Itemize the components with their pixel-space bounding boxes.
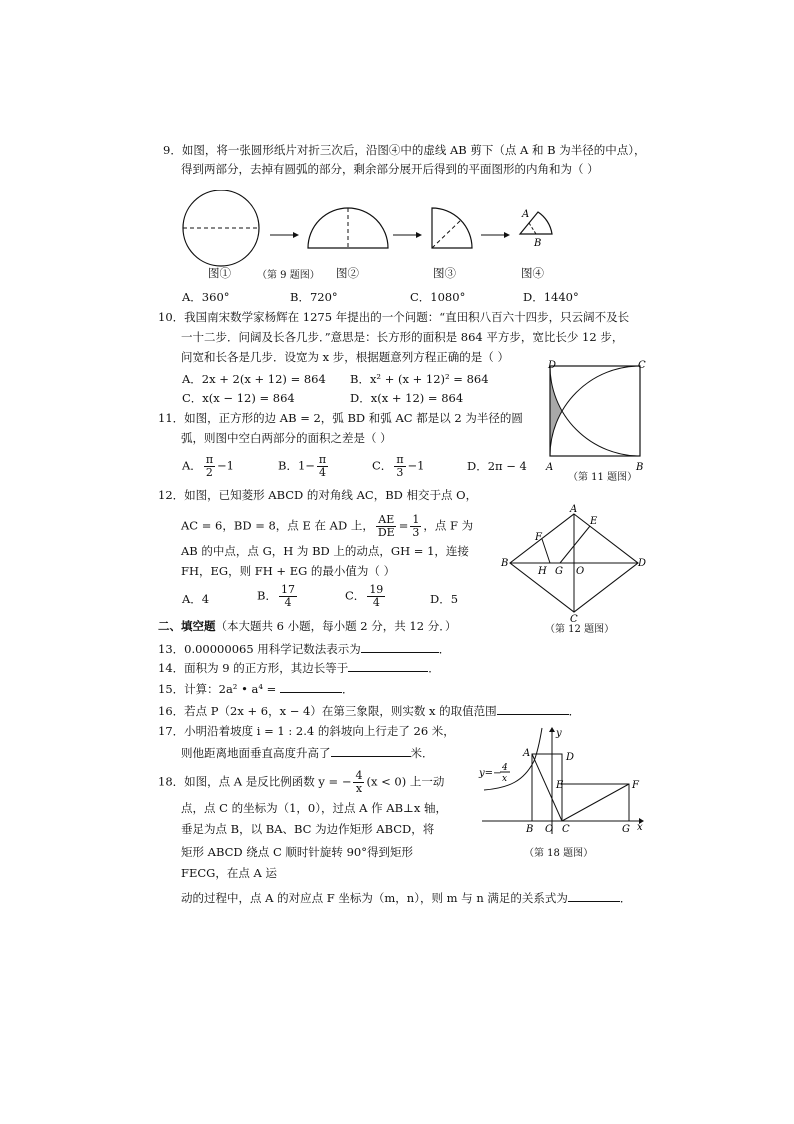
q10-option-a: A．2x + 2(x + 12) = 864	[182, 372, 326, 386]
q17-line1: 17．小明沿着坡度 i = 1 : 2.4 的斜坡向上行走了 26 米，	[158, 724, 455, 738]
q18-pt-b: B	[526, 824, 534, 835]
q18-line2: 点，点 C 的坐标为（1，0），过点 A 作 AB⊥x 轴，	[181, 801, 447, 815]
q11-option-d: D．2π − 4	[467, 459, 527, 473]
q9-option-d: D．1440°	[523, 290, 579, 304]
q18-axis-y: y	[556, 728, 562, 739]
q10-option-b: B．x² + (x + 12)² = 864	[350, 372, 489, 386]
q18-curve-label: y=−	[479, 768, 502, 779]
q11-option-b: B．1− $\frac{\pi}{4}$	[278, 453, 327, 479]
q9-pt-b: B	[534, 238, 542, 249]
q12-pt-b: B	[501, 558, 509, 569]
q12-figure	[498, 502, 648, 624]
q11-line1: 11．如图，正方形的边 AB = 2，弧 BD 和弧 AC 都是以 2 为半径的圆	[158, 411, 523, 425]
q12-pt-c: C	[570, 614, 578, 624]
q14: 14．面积为 9 的正方形，其边长等于 ．	[158, 661, 440, 675]
q12-option-b: B． $\frac{17}{4}$	[257, 583, 295, 609]
q10-line1: 10．我国南宋数学家杨辉在 1275 年提出的一个问题：“直田积八百六十四步，只云阔不及长	[158, 310, 630, 324]
q18-pt-a: A	[523, 748, 531, 759]
q11-option-c: C． $\frac{\pi}{3}$ −1	[372, 453, 425, 479]
q12-pt-o: O	[576, 566, 585, 577]
q12-line3: AB 的中点，点 G，H 为 BD 上的动点，GH = 1，连接	[181, 544, 469, 558]
q17-line2: 则他距离地面垂直高度升高了 米．	[181, 746, 434, 760]
q12-pt-e: E	[590, 516, 598, 527]
q18-axis-x: x	[637, 822, 643, 833]
q9-caption: （第 9 题图）	[257, 270, 320, 281]
q9-label-3: 图③	[433, 266, 456, 280]
q12-pt-g: G	[555, 566, 563, 577]
q12-line1: 12．如图，已知菱形 ABCD 的对角线 AC，BD 相交于点 O，	[158, 488, 478, 502]
q18-line3: 垂足为点 B，以 BA、BC 为边作矩形 ABCD，将	[181, 822, 435, 836]
q9-semicircle	[308, 208, 388, 248]
q18-pt-c: C	[562, 824, 570, 835]
q9-figure	[178, 190, 578, 282]
q18-caption: （第 18 题图）	[524, 848, 594, 859]
q18-curve-den: x	[502, 774, 508, 784]
q12-line4: FH，EG，则 FH + EG 的最小值为（ ）	[181, 564, 396, 578]
q12-option-d: D．5	[430, 592, 459, 606]
q18-pt-g: G	[622, 824, 630, 835]
q11-pt-d: D	[548, 360, 557, 371]
q11-figure	[540, 356, 655, 486]
q13: 13．0.00000065 用科学记数法表示为 ．	[158, 642, 451, 656]
q11-option-a: A． $\frac{\pi}{2}$ −1	[182, 453, 234, 479]
q12-pt-f: F	[535, 532, 542, 543]
q11-line2: 弧，则图中空白两部分的面积之差是（ ）	[181, 431, 392, 445]
q9-line1: 9．如图，将一张圆形纸片对折三次后，沿图④中的虚线 AB 剪下（点 A 和 B 为半径的中点），	[163, 143, 646, 157]
q18-line5: FECG，在点 A 运	[181, 866, 277, 880]
q11-pt-a: A	[546, 462, 554, 473]
q9-option-a: A．360°	[182, 290, 230, 304]
q12-pt-h: H	[538, 566, 547, 577]
q18-pt-e: E	[556, 780, 564, 791]
section2-header: 二、填空题（本大题共 6 小题，每小题 2 分，共 12 分．）	[158, 619, 457, 633]
q11-caption: （第 11 题图）	[568, 472, 638, 483]
q18-curve-num: 4	[502, 763, 508, 773]
q11-pt-b: B	[636, 462, 644, 473]
q9-line2: 得到两部分，去掉有圆弧的部分，剩余部分展开后得到的平面图形的内角和为（ ）	[181, 162, 599, 176]
q12-option-a: A．4	[182, 592, 210, 606]
q9-pt-a: A	[522, 209, 530, 220]
q18-line6: 动的过程中，点 A 的对应点 F 坐标为（m，n），则 m 与 n 满足的关系式为 ．	[181, 891, 632, 905]
q10-option-d: D．x(x + 12) = 864	[350, 391, 464, 405]
q18-line1: 18．如图，点 A 是反比例函数 y = − $\frac{4}{x}$ (x < 0) 上一动	[158, 769, 445, 795]
q18-pt-f: F	[632, 780, 639, 791]
q9-label-2: 图②	[336, 266, 359, 280]
q10-line3: 问宽和长各是几步．设宽为 x 步，根据题意列方程正确的是（ ）	[181, 350, 509, 364]
q12-pt-a: A	[570, 504, 578, 515]
q18-pt-d: D	[566, 752, 575, 763]
q10-line2: 一十二步．问阔及长各几步．”意思是：长方形的面积是 864 平方步，宽比长少 12 步，	[181, 330, 624, 344]
q9-label-1: 图①	[208, 266, 231, 280]
q18-line4: 矩形 ABCD 绕点 C 顺时针旋转 90°得到矩形	[181, 845, 413, 859]
q18-pt-o: O	[545, 824, 554, 835]
q9-label-4: 图④	[521, 266, 544, 280]
q9-option-c: C．1080°	[410, 290, 466, 304]
q11-pt-c: C	[638, 360, 646, 371]
q12-pt-d: D	[638, 558, 647, 569]
q12-option-c: C． $\frac{19}{4}$	[345, 583, 384, 609]
q12-caption: （第 12 题图）	[545, 624, 615, 635]
q9-option-b: B．720°	[290, 290, 338, 304]
q12-line2: AC = 6，BD = 8，点 E 在 AD 上， $\frac{AE}{DE}$ = $\frac{1}{3}$ ，点 F 为	[181, 513, 474, 539]
q18-figure	[474, 726, 649, 838]
q15: 15．计算：2a² • a⁴ = ．	[158, 682, 354, 696]
q16: 16．若点 P（2x + 6，x − 4）在第三象限，则实数 x 的取值范围 ．	[158, 704, 581, 718]
q10-option-c: C．x(x − 12) = 864	[182, 391, 295, 405]
